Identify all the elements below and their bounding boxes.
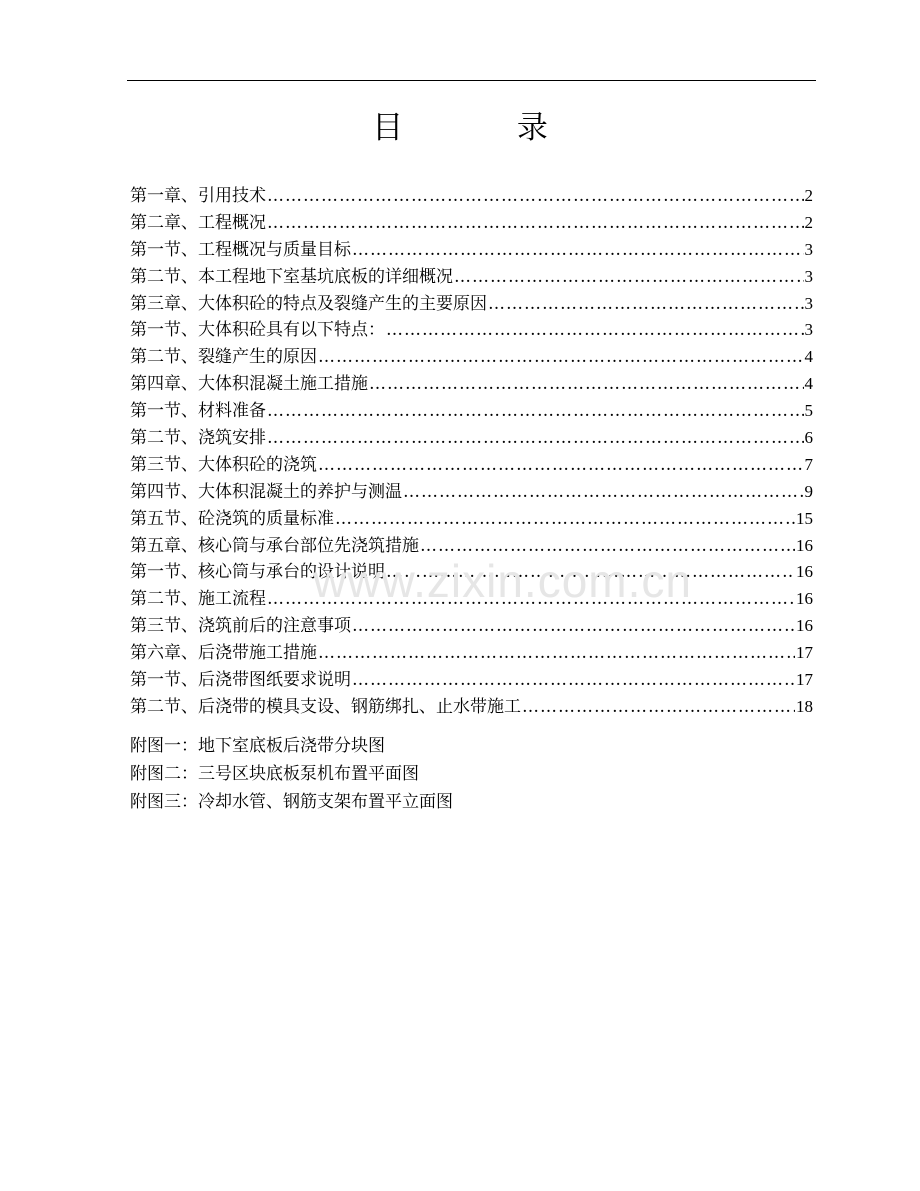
toc-entry-page: 2 <box>804 212 813 232</box>
toc-entry[interactable] <box>130 291 813 318</box>
toc-entry-label: 第六章、后浇带施工措施 <box>130 643 317 664</box>
toc-entry-label: 第一章、引用技术 <box>130 186 266 206</box>
toc-leader-dots <box>522 694 795 721</box>
page-title: 目 录 <box>372 110 600 146</box>
appendix-entry[interactable]: 附图二：三号区块底板泵机布置平面图 <box>130 764 419 784</box>
toc-entry-page: 3 <box>804 293 813 313</box>
toc-entry-page: 16 <box>796 535 813 555</box>
toc-entry[interactable] <box>130 559 813 586</box>
toc-leader-dots <box>420 533 795 560</box>
toc-entry-page: 3 <box>804 239 813 259</box>
toc-entry-label: 第二节、裂缝产生的原因 <box>130 347 317 368</box>
toc-entry[interactable] <box>130 479 813 506</box>
appendix-list <box>130 732 453 816</box>
toc-entry-label: 第五章、核心筒与承台部位先浇筑措施 <box>130 535 419 556</box>
toc-leader-dots <box>386 317 804 344</box>
toc-entry-page: 7 <box>804 454 813 474</box>
toc-entry[interactable] <box>130 344 813 371</box>
toc-leader-dots <box>318 344 804 371</box>
toc-entry-page: 6 <box>804 428 813 448</box>
toc-entry-label: 第一节、材料准备 <box>130 401 266 422</box>
toc-leader-dots <box>352 237 804 264</box>
toc-leader-dots <box>267 398 804 425</box>
toc-entry[interactable] <box>130 586 813 613</box>
header-rule <box>127 80 816 81</box>
toc-entry[interactable] <box>130 613 813 640</box>
toc-leader-dots <box>267 210 804 237</box>
toc-entry[interactable] <box>130 183 813 210</box>
toc-entry[interactable] <box>130 237 813 264</box>
toc-entry[interactable] <box>130 317 813 344</box>
toc-entry-label: 第一节、大体积砼具有以下特点： <box>130 320 385 341</box>
toc-leader-dots <box>318 640 795 667</box>
toc-entry-label: 第二节、施工流程 <box>130 589 266 610</box>
toc-entry-label: 第二节、后浇带的模具支设、钢筋绑扎、止水带施工 <box>130 696 521 717</box>
toc-entry-label: 第二章、工程概况 <box>130 212 266 233</box>
toc-entry-page: 2 <box>804 186 813 205</box>
toc-entry-label: 第四节、大体积混凝土的养护与测温 <box>130 481 402 502</box>
toc-entry-page: 3 <box>804 266 813 286</box>
appendix-entry[interactable]: 附图一：地下室底板后浇带分块图 <box>130 736 385 756</box>
toc-entry[interactable] <box>130 398 813 425</box>
toc-leader-dots <box>454 264 804 291</box>
toc-entry-page: 16 <box>796 562 813 582</box>
appendix-entry[interactable]: 附图三：冷却水管、钢筋支架布置平立面图 <box>130 792 453 812</box>
toc-entry[interactable] <box>130 371 813 398</box>
toc-leader-dots <box>335 506 795 533</box>
toc-leader-dots <box>403 479 804 506</box>
toc-entry-page: 4 <box>804 374 813 394</box>
toc-entry-label: 第三章、大体积砼的特点及裂缝产生的主要原因 <box>130 293 487 314</box>
toc-entry-page: 3 <box>804 320 813 340</box>
table-of-contents <box>130 183 813 721</box>
toc-entry-label: 第二节、浇筑安排 <box>130 428 266 449</box>
toc-entry[interactable] <box>130 640 813 667</box>
toc-entry[interactable] <box>130 264 813 291</box>
toc-entry[interactable] <box>130 533 813 560</box>
toc-entry-page: 15 <box>796 508 813 528</box>
toc-leader-dots <box>352 613 795 640</box>
toc-entry[interactable] <box>130 210 813 237</box>
watermark: www.zixin.com.cn <box>313 555 692 607</box>
toc-leader-dots <box>267 183 804 210</box>
toc-entry-label: 第四章、大体积混凝土施工措施 <box>130 374 368 395</box>
toc-entry-page: 18 <box>796 696 813 716</box>
toc-leader-dots <box>352 667 795 694</box>
toc-entry-page: 16 <box>796 589 813 609</box>
toc-leader-dots <box>318 452 804 479</box>
toc-entry[interactable] <box>130 667 813 694</box>
toc-entry-label: 第一节、工程概况与质量目标 <box>130 239 351 260</box>
toc-entry-page: 9 <box>804 481 813 501</box>
toc-leader-dots <box>267 425 804 452</box>
toc-leader-dots <box>386 559 795 586</box>
toc-entry-page: 4 <box>804 347 813 367</box>
toc-entry[interactable] <box>130 506 813 533</box>
toc-entry-label: 第三节、大体积砼的浇筑 <box>130 454 317 475</box>
toc-entry-label: 第五节、砼浇筑的质量标准 <box>130 508 334 529</box>
toc-entry-label: 第一节、后浇带图纸要求说明 <box>130 670 351 691</box>
toc-entry[interactable] <box>130 425 813 452</box>
toc-entry-label: 第一节、核心筒与承台的设计说明 <box>130 562 385 583</box>
toc-entry-label: 第二节、本工程地下室基坑底板的详细概况 <box>130 266 453 287</box>
toc-leader-dots <box>369 371 804 398</box>
toc-entry-label: 第三节、浇筑前后的注意事项 <box>130 616 351 637</box>
toc-entry-page: 16 <box>796 616 813 636</box>
toc-entry[interactable] <box>130 694 813 721</box>
toc-entry-page: 17 <box>796 670 813 690</box>
toc-entry-page: 17 <box>796 643 813 663</box>
toc-entry[interactable] <box>130 452 813 479</box>
toc-entry-page: 5 <box>804 401 813 421</box>
toc-leader-dots <box>267 586 795 613</box>
toc-leader-dots <box>488 291 804 318</box>
